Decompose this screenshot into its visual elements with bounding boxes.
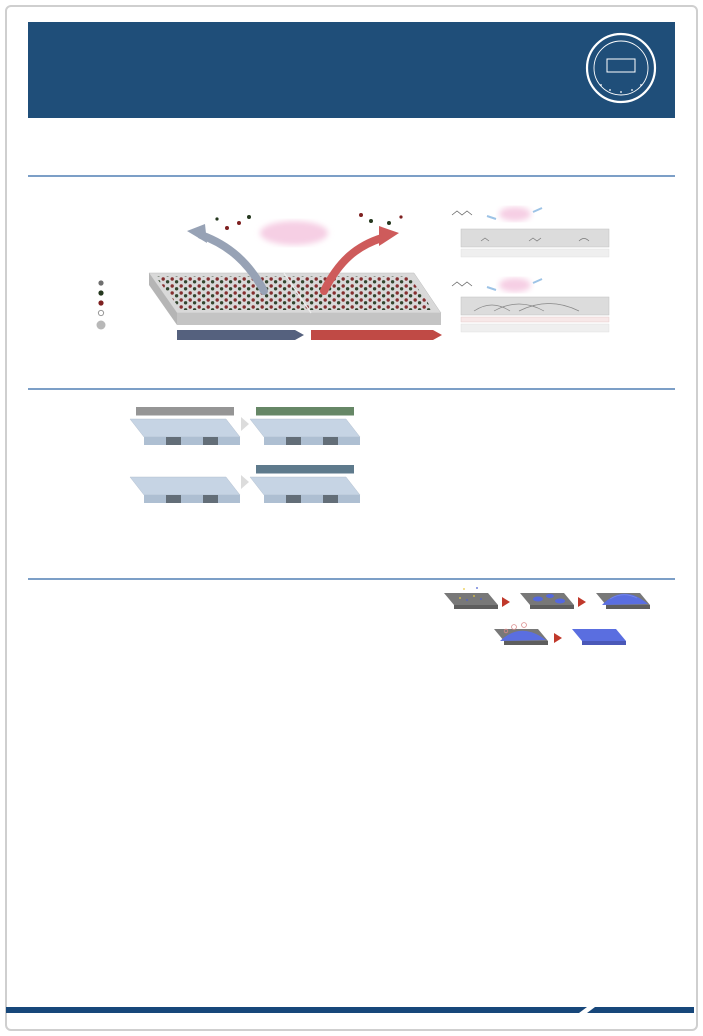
article-2 [28,351,675,509]
article-3 [28,541,675,778]
article-3-body [28,587,426,778]
article-3-title [28,541,675,573]
footer-bar [6,1007,697,1013]
low-temperature-panel [452,207,609,257]
content [28,118,675,778]
etch-platform [149,273,441,325]
as-ald-figure [122,397,582,509]
divider [28,578,675,580]
divider [28,388,675,390]
panel-cvt-sams [250,407,360,445]
article-1-title [28,138,675,170]
high-temp-banner [311,330,442,340]
panel-initial-surface [130,407,240,445]
article-1 [28,138,675,345]
university-seal-icon [583,30,659,111]
rougher-films-schematic [596,593,650,609]
masthead-left [28,69,252,72]
panel-post-hf [130,477,240,503]
high-temperature-panel [452,278,609,332]
volmer-weber-schematic [520,593,574,609]
masthead [28,22,675,118]
divider [28,175,675,177]
panel-as-ald [250,465,360,503]
etch-back-schematic [494,623,548,645]
standard-ald-schematic [444,587,498,609]
smoothing-schematic [572,629,626,645]
low-temp-banner [177,330,304,340]
article-2-title [28,351,675,383]
ale-mechanism-figure [89,193,614,345]
atom-legend [97,280,106,329]
ru-process-figure [438,587,675,773]
